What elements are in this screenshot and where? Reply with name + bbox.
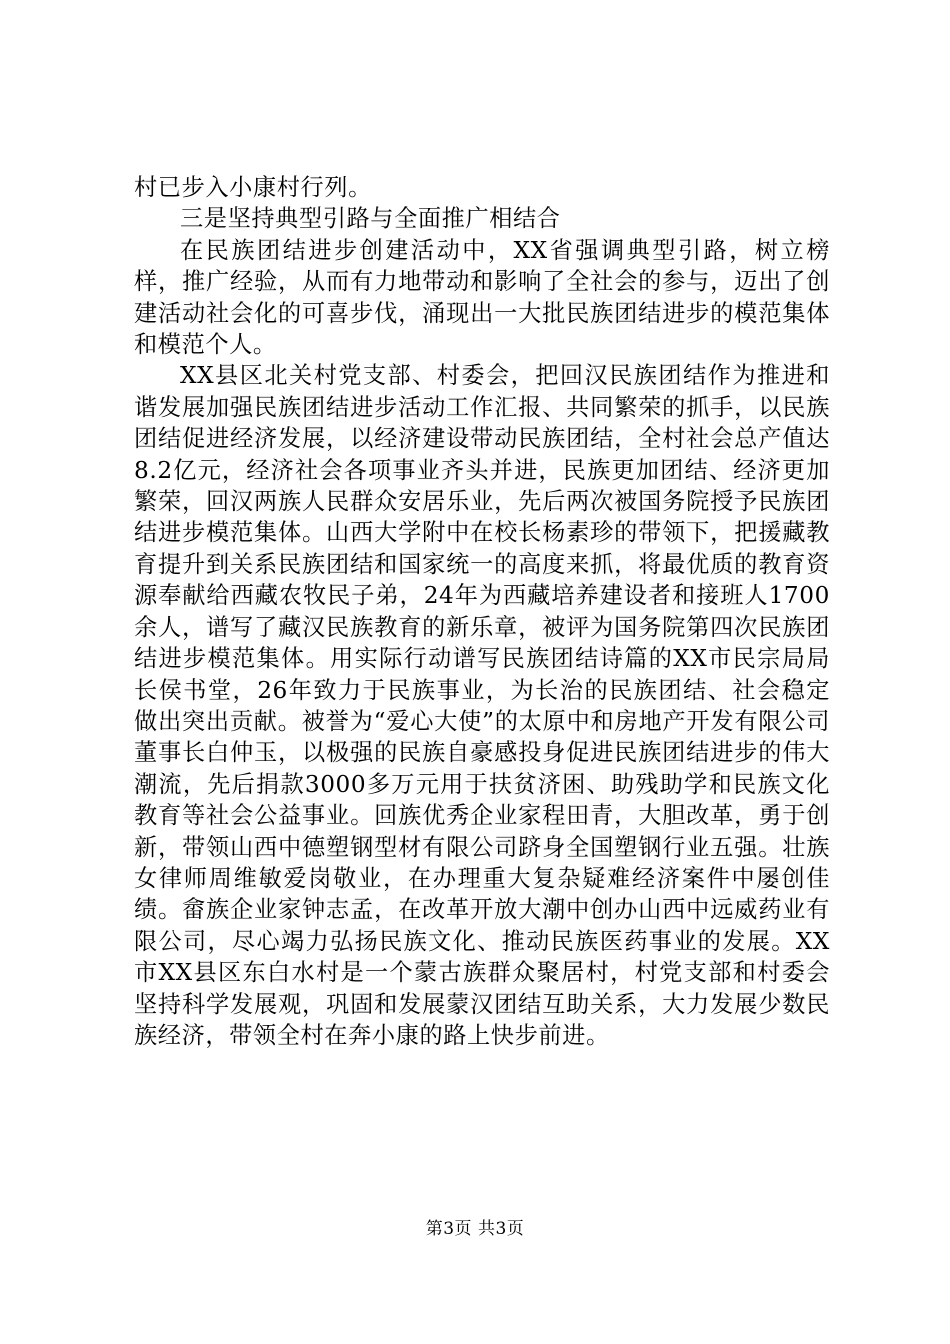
paragraph-intro: 在民族团结进步创建活动中，XX省强调典型引路，树立榜样，推广经验，从而有力地带动和影响了全社会的参与，迈出了创建活动社会化的可喜步伐，涌现出一大批民族团结进步的模范集体和模范个人。 [134, 236, 830, 359]
page-footer: 第3页 共3页 [425, 1219, 525, 1239]
paragraph-examples: XX县区北关村党支部、村委会，把回汉民族团结作为推进和谐发展加强民族团结进步活动工作汇报、共同繁荣的抓手，以民族团结促进经济发展，以经济建设带动民族团结，全村社会总产值达8.2亿元，经济社会各项事业齐头并进，民族更加团结、经济更加繁荣，回汉两族人民群众安居乐业，先后两次被国务院授予民族团结进步模范集体。山西大学附中在校长杨素珍的带领下，把援藏教育提升到关系民族团结和国家统一的高度来抓，将最优质的教育资源奉献给西藏农牧民子弟，24年为西藏培养建设者和接班人1700余人，谱写了藏汉民族教育的新乐章，被评为国务院第四次民族团结进步模范集体。用实际行动谱写民族团结诗篇的XX市民宗局局长侯书堂，26年致力于民族事业，为长治的民族团结、社会稳定做出突出贡献。被誉为“爱心大使”的太原中和房地产开发有限公司董事长白仲玉，以极强的民族自豪感投身促进民族团结进步的伟大潮流，先后捐款3000多万元用于扶贫济困、助残助学和民族文化教育等社会公益事业。回族优秀企业家程田青，大胆改革，勇于创新，带领山西中德塑钢型材有限公司跻身全国塑钢行业五强。壮族女律师周维敏爱岗敬业，在办理重大复杂疑难经济案件中屡创佳绩。畲族企业家钟志孟，在改革开放大潮中创办山西中远威药业有限公司，尽心竭力弘扬民族文化、推动民族医药事业的发展。XX市XX县区东白水村是一个蒙古族群众聚居村，村党支部和村委会坚持科学发展观，巩固和发展蒙汉团结互助关系，大力发展少数民族经济，带领全村在奔小康的路上快步前进。 [134, 362, 830, 1049]
document-body [134, 172, 830, 1051]
paragraph-heading: 三是坚持典型引路与全面推广相结合 [180, 205, 561, 233]
paragraph-continuation: 村已步入小康村行列。 [134, 174, 372, 201]
